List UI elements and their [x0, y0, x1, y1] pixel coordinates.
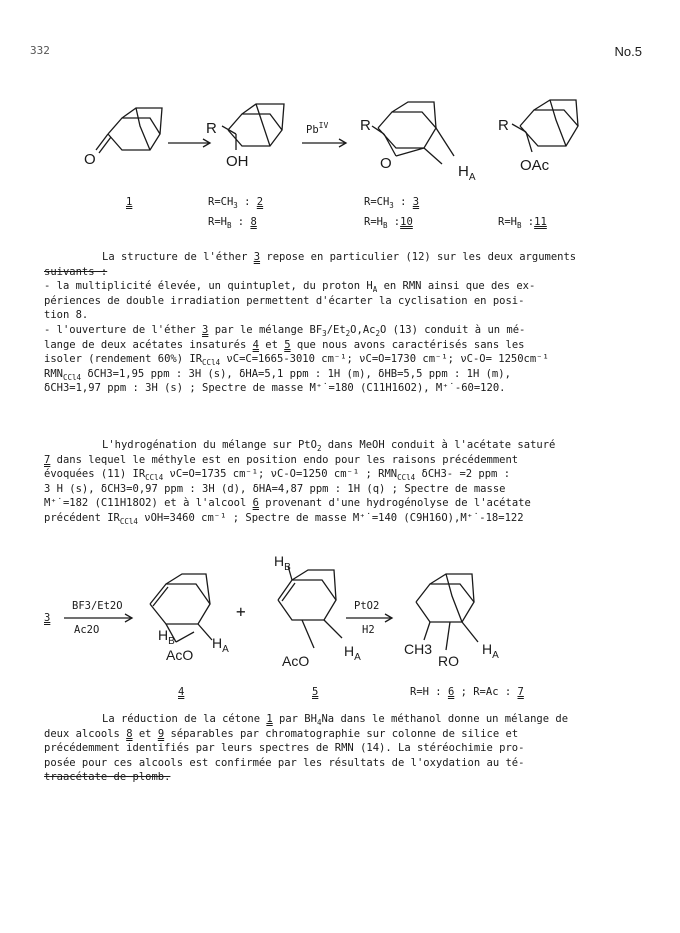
reagent-bf3: BF3/Et2O [72, 600, 123, 612]
atom-R-3: R [360, 117, 371, 134]
reagent-ac2o: Ac2O [74, 624, 100, 636]
reagent-pto2: PtO2 [354, 600, 380, 612]
label-compound-8: $R=H_B$ : 8 [208, 216, 257, 231]
label-compound-1: 1 [126, 196, 133, 208]
atom-OAc: OAc [520, 157, 550, 174]
reagent-lead-tetraacetate: $Pb^{IV}$ [306, 121, 329, 136]
label-compound-2: $R=CH_3$ : 2 [208, 196, 264, 211]
atom-AcO-5: AcO [282, 653, 310, 669]
atom-HB-4: $H_B$ [158, 627, 175, 647]
paragraph-reduction: La réduction de la cétone 1 par $BH_4Na$ dans le méthanol donne un mélange de deux alcools 8 et 9 séparables par chromatographie sur colonne de silice et précédemment identifiés par leurs spectres de RMN (14). La stéréochimie pro- posée pour ces alcools est confirmée par les résultats de l'oxydation au té- traacétate de plomb. [44, 713, 569, 784]
structure-ketone-1 [96, 108, 162, 153]
reagent-h2: H2 [362, 624, 375, 636]
label-compound-5: 5 [312, 686, 319, 698]
atom-HA-6: $H_A$ [482, 641, 499, 661]
structure-acetate-11 [512, 100, 578, 152]
atom-HA-ether: $H_A$ [458, 163, 476, 183]
scheme2-start-compound: 3 [44, 612, 51, 624]
atom-O-ether: O [380, 155, 392, 172]
atom-AcO-4: AcO [166, 647, 194, 663]
label-compound-6-7: R=H : 6 ; R=Ac : 7 [410, 686, 524, 698]
paragraph-hydrogenation: L'hydrogénation du mélange sur PtO$_2$ dans MeOH conduit à l'acétate saturé 7 dans lequel le méthyle est en position endo pour les raisons précédemment évoquées (11) $IR_{CCl4}$ νC=O=1735 cm⁻¹; νC-O=1250 cm⁻¹ ; $RMN_{CCl4}$ δCH3- =2 ppm : 3 H (s), δCH3=0,97 ppm : 3H (d), δHA=4,87 ppm : 1H (q) ; Spectre de masse M⁺˙=182 (C11H18O2) et à l'alcool 6 provenant d'une hydrogénolyse de l'acétate précédent $IR_{CCl4}$ νOH=3460 cm⁻¹ ; Spectre de masse M⁺˙=140 (C9H16O),M⁺˙-18=122 [44, 439, 556, 527]
paragraph-ether-structure: La structure de l'éther 3 repose en particulier (12) sur les deux arguments suivants : - la multiplicité élevée, un quintuplet, du proton $H_A$ en RMN ainsi que des ex- périences de double irradiation permettent d'écarter la cyclisation en posi- tion 8. - l'ouverture de l'éther 3 par le mélange $BF_3/Et_2O,Ac_2O$ (13) conduit à un mé- lange de deux acétates insaturés 4 et 5 que nous avons caractérisés sans les isoler (rendement 60%) $IR_{CCl4}$ νC=C=1665-3010 cm⁻¹; νC=O=1730 cm⁻¹; νC-O= 1250cm⁻¹ $RMN_{CCl4}$ δCH3=1,95 ppm : 3H (s), δHA=5,1 ppm : 1H (m), δHB=5,5 ppm : 1H (m), δCH3=1,97 ppm : 3H (s) ; Spectre de masse M⁺˙=180 (C11H16O2), M⁺˙-60=120. [44, 251, 577, 395]
page-number: 332 [30, 44, 50, 57]
label-compound-11: $R=H_B$ :11 [498, 216, 547, 231]
atom-RO-6: RO [438, 653, 459, 669]
atom-R-11: R [498, 117, 509, 134]
atom-HB-5: $H_B$ [274, 553, 291, 573]
atom-OH: OH [226, 153, 249, 170]
atom-R-2: R [206, 120, 217, 137]
issue-number: No.5 [614, 44, 642, 59]
atom-HA-4: $H_A$ [212, 635, 229, 655]
atom-HA-5: $H_A$ [344, 643, 361, 663]
plus-sign: + [236, 602, 246, 621]
label-compound-4: 4 [178, 686, 185, 698]
atom-O-ketone: O [84, 151, 96, 168]
structure-alcohol-2-8 [222, 104, 284, 150]
label-compound-3: $R=CH_3$ : 3 [364, 196, 420, 211]
label-compound-10: $R=H_B$ :10 [364, 216, 413, 231]
atom-CH3-6: CH3 [404, 641, 433, 657]
